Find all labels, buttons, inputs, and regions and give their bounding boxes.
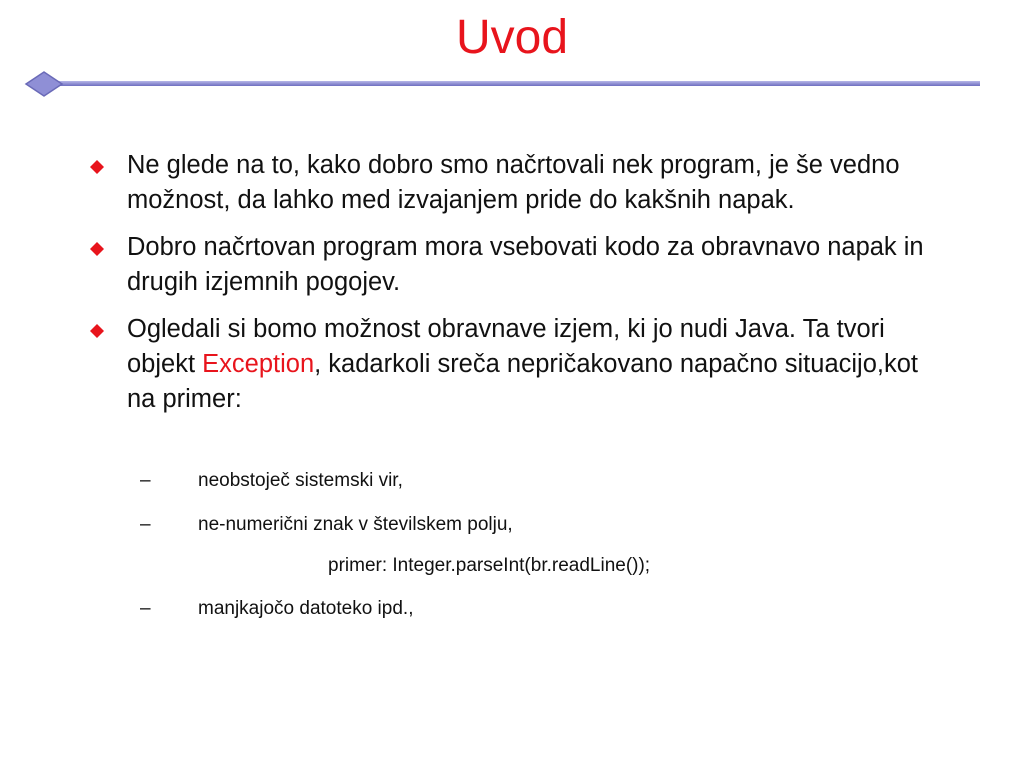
bullet-item: [90, 312, 950, 417]
bullet-text: Dobro načrtovan program mora vsebovati kodo za obravnavo napak in drugih izjemnih pogojev.: [127, 233, 924, 296]
bullet-item: [90, 230, 950, 300]
exception-keyword: Exception: [202, 350, 315, 378]
sub-item-text: neobstoječ sistemski vir,: [198, 470, 403, 491]
bullet-text: Ne glede na to, kako dobro smo načrtovali nek program, je še vedno možnost, da lahko med izvajanjem pride do kakšnih napak.: [127, 151, 900, 214]
bullet-text-after: , kadarkoli sreča nepričakovano napačno situacijo,kot na primer:: [127, 350, 918, 413]
divider-line: [54, 81, 980, 86]
code-example-text: primer: Integer.parseInt(br.readLine());: [328, 555, 651, 576]
diamond-bullet-icon: [90, 324, 104, 338]
sub-item-text: manjkajočo datoteko ipd.,: [198, 598, 414, 619]
dash-marker: –: [140, 514, 151, 535]
code-example: [140, 553, 650, 579]
diamond-bullet-icon: [90, 242, 104, 256]
slide-title: Uvod: [455, 11, 569, 64]
sub-item: [140, 512, 513, 538]
bullet-list: [90, 148, 950, 429]
dash-marker: –: [140, 470, 151, 491]
sub-item: [140, 596, 413, 622]
title-divider: [24, 66, 984, 102]
sub-item: [140, 468, 403, 494]
diamond-bullet-icon: [90, 160, 104, 174]
dash-marker: –: [140, 598, 151, 619]
bullet-item: [90, 148, 950, 218]
bullet-text-before: Ogledali si bomo možnost obravnave izjem, ki jo nudi Java. Ta tvori objekt: [127, 315, 885, 378]
divider-diamond-icon: [26, 72, 62, 96]
sub-item-text: ne-numerični znak v številskem polju,: [198, 514, 513, 535]
